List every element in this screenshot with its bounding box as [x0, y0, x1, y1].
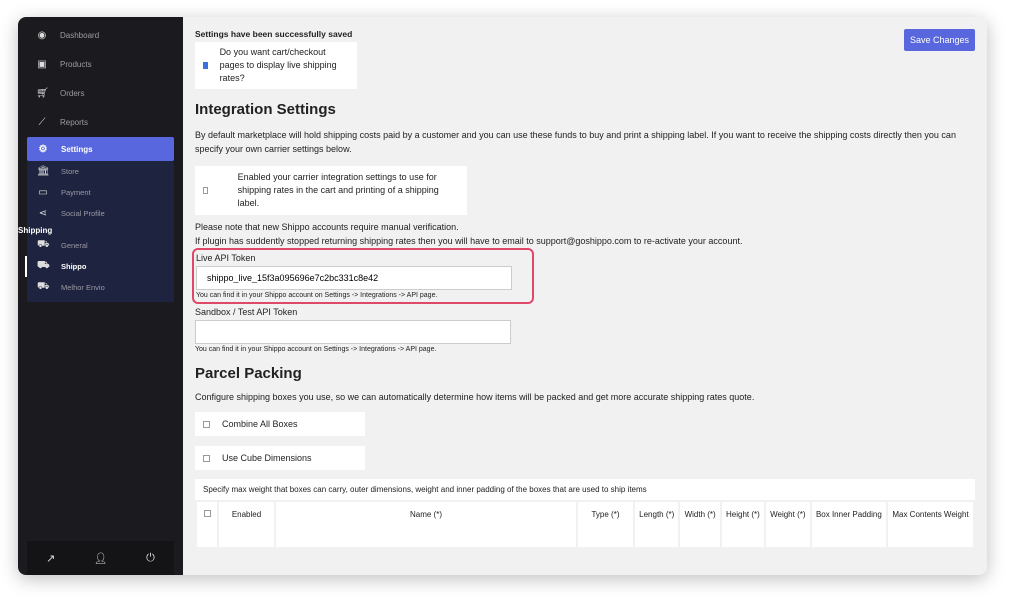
- carrier-integration-label: Enabled your carrier integration settings to use for shipping rates in the cart and printing of a shipping label.: [237, 172, 439, 208]
- col-length: Length (*): [635, 502, 678, 547]
- cart-icon: 🛒︎: [36, 88, 49, 99]
- save-changes-button[interactable]: Save Changes: [904, 29, 975, 51]
- boxes-table: [195, 500, 975, 549]
- col-enabled: Enabled: [219, 502, 274, 547]
- live-api-token-input[interactable]: [196, 266, 512, 290]
- sidebar-footer: [27, 541, 174, 575]
- power-icon[interactable]: ⏻: [146, 551, 155, 564]
- combine-boxes-label: Combine All Boxes: [222, 419, 298, 429]
- gear-icon: ⚙: [38, 143, 48, 155]
- bank-icon: 🏛︎: [37, 166, 50, 177]
- col-height: Height (*): [722, 502, 764, 547]
- cube-dimensions-checkbox[interactable]: [203, 455, 210, 462]
- user-icon[interactable]: 👤︎: [93, 552, 108, 565]
- success-message: Settings have been successfully saved: [195, 29, 353, 39]
- chart-icon: ⟋: [38, 117, 46, 128]
- share-icon: ⋖: [38, 208, 48, 219]
- sandbox-api-token-input[interactable]: [195, 320, 511, 344]
- sidebar-item-store[interactable]: 🏛︎ Store: [37, 166, 79, 177]
- combine-boxes-checkbox[interactable]: [203, 421, 210, 428]
- sidebar-item-dashboard[interactable]: ◉ Dashboard: [37, 30, 100, 41]
- col-weight: Weight (*): [766, 502, 810, 547]
- sandbox-token-label: Sandbox / Test API Token: [195, 307, 298, 317]
- sidebar-item-products[interactable]: ▣ Products: [37, 59, 92, 70]
- sidebar-item-reports[interactable]: ⟋ Reports: [18, 108, 183, 137]
- col-max-weight: Max Contents Weight: [888, 502, 973, 547]
- truck-icon: ⛟: [37, 260, 50, 271]
- sidebar-item-social-profile[interactable]: ⋖ Social Profile: [38, 208, 105, 219]
- dashboard-icon: ◉: [37, 30, 47, 41]
- main-content: [183, 17, 987, 575]
- select-all-checkbox[interactable]: [204, 510, 211, 517]
- cube-dimensions-label: Use Cube Dimensions: [222, 453, 312, 463]
- briefcase-icon: ▣: [37, 59, 47, 70]
- note-support: If plugin has suddently stopped returning shipping rates then you will have to email to support@goshippo.com to re-activate your account.: [195, 236, 743, 246]
- col-inner-padding: Box Inner Padding: [812, 502, 886, 547]
- col-width: Width (*): [680, 502, 719, 547]
- integration-title: Integration Settings: [195, 101, 336, 118]
- sidebar-item-orders[interactable]: 🛒︎ Orders: [36, 88, 85, 99]
- live-rates-label: Do you want cart/checkout pages to display live shipping rates?: [219, 47, 337, 83]
- col-name: Name (*): [276, 502, 576, 547]
- live-token-label: Live API Token: [196, 253, 256, 263]
- truck-icon: ⛟: [37, 281, 50, 292]
- card-icon: ▭: [38, 187, 48, 198]
- live-token-hint: You can find it in your Shippo account on Settings -> Integrations -> API page.: [196, 292, 438, 299]
- sidebar-item-settings[interactable]: ⚙ Settings: [27, 137, 174, 161]
- sidebar-item-payment[interactable]: ▭ Payment: [38, 187, 91, 198]
- external-link-icon[interactable]: ↗: [46, 552, 56, 565]
- parcel-title: Parcel Packing: [195, 365, 302, 382]
- note-verification: Please note that new Shippo accounts require manual verification.: [195, 222, 459, 232]
- live-rates-checkbox[interactable]: [203, 62, 208, 69]
- sidebar-item-shippo[interactable]: ⛟ Shippo: [25, 256, 174, 277]
- sidebar-item-general[interactable]: ⛟ General: [37, 239, 88, 250]
- col-type: Type (*): [578, 502, 633, 547]
- sidebar: [18, 17, 183, 575]
- boxes-table-desc: Specify max weight that boxes can carry, outer dimensions, weight and inner padding of the boxes that are used to ship items: [195, 479, 975, 500]
- truck-icon: ⛟: [37, 239, 50, 250]
- shipping-heading: Shipping: [18, 226, 53, 235]
- integration-desc: By default marketplace will hold shipping costs paid by a customer and you can use these funds to buy and print a shipping label. If you want to receive the shipping costs directly then you can specify your own carrier settings below.: [195, 130, 956, 154]
- settings-submenu: [18, 161, 174, 302]
- parcel-desc: Configure shipping boxes you use, so we can automatically determine how items will be packed and get more accurate shipping rates quote.: [195, 392, 755, 402]
- carrier-integration-checkbox[interactable]: [203, 187, 208, 194]
- sidebar-item-melhor-envio[interactable]: ⛟ Melhor Envio: [37, 281, 105, 292]
- sandbox-token-hint: You can find it in your Shippo account on Settings -> Integrations -> API page.: [195, 346, 437, 353]
- live-token-group: [192, 248, 534, 304]
